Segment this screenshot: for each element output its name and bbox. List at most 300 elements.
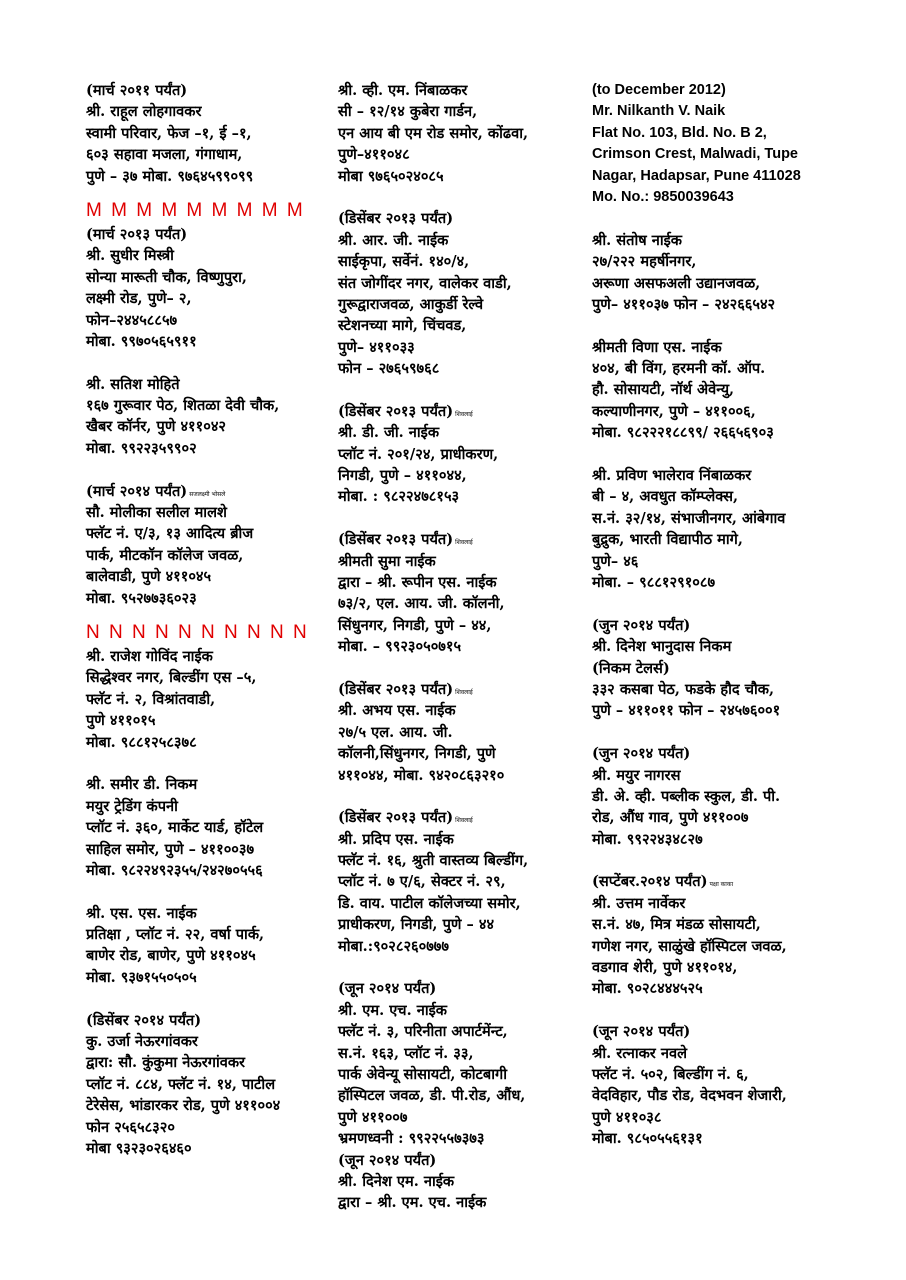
address-entry: [338, 401, 578, 508]
entry-line-text: ४११०४४, मोबा. ९४२०८६३२१०: [338, 766, 505, 784]
entry-line-text: श्री. राजेश गोविंद नाईक: [86, 647, 213, 665]
entry-first-line: [338, 679, 578, 700]
entry-line-text: ४०४, बी विंग, हरमनी कॉ. ऑप.: [592, 360, 766, 378]
entry-line-text: पुणे – ३७ मोबा. ९७६४५९९०९९: [86, 167, 254, 185]
address-entry: [338, 529, 578, 657]
entry-line-text: मोबा. ९५२७७३६०२३: [86, 589, 197, 607]
entry-first-line: [338, 401, 578, 422]
entry-line: [592, 422, 832, 443]
entry-line-text: श्री. प्रविण भालेराव निंबाळकर: [592, 467, 752, 485]
entry-line: [592, 893, 832, 914]
entry-line: [338, 101, 578, 122]
entry-line: [338, 1085, 578, 1106]
handwritten-note: सजलक्ष्मी भोसले: [189, 490, 226, 498]
entry-line-text: फ्लॅट नं. ५०२, बिल्डींग नं. ६,: [592, 1065, 749, 1083]
column-3: [592, 80, 832, 1150]
entry-line: [592, 358, 832, 379]
entry-line-text: अरूणा असफअली उद्यानजवळ,: [592, 274, 761, 292]
entry-line: [592, 1085, 832, 1106]
entry-line: [592, 273, 832, 294]
entry-first-line: [86, 481, 326, 502]
entry-line: [86, 1074, 326, 1095]
entry-line: [592, 957, 832, 978]
entry-line-text: श्री. समीर डी. निकम: [86, 776, 198, 794]
entry-line-text: मोबा ९३२३०२६४६०: [86, 1139, 192, 1157]
entry-line: [86, 945, 326, 966]
entry-line-text: २७/५ एल. आय. जी.: [338, 723, 453, 741]
entry-line: [592, 551, 832, 572]
entry-line-text: श्री. सतिश मोहिते: [86, 375, 180, 393]
entry-line-text: १६७ गुरूवार पेठ, शितळा देवी चौक,: [86, 397, 280, 415]
entry-line-text: प्लॉट नं. ७ ए/६, सेक्टर नं. २९,: [338, 873, 506, 891]
entry-line-text: ६०३ सहावा मजला, गंगाधाम,: [86, 146, 243, 164]
entry-line: [86, 1117, 326, 1138]
entry-first-line: [86, 774, 326, 795]
entry-line: [592, 679, 832, 700]
block-spacer: [86, 881, 326, 902]
address-entry: [338, 978, 578, 1213]
entry-line: [86, 545, 326, 566]
entry-line-text: बुद्रुक, भारती विद्यापीठ मागे,: [592, 531, 743, 549]
entry-line-text: मोबा. ९९२२४३४८२७: [592, 830, 703, 848]
entry-line: [592, 1043, 832, 1064]
block-spacer: [592, 722, 832, 743]
address-entry: [338, 679, 578, 786]
entry-line: [592, 978, 832, 999]
entry-line-text: फ्लॅट नं. ए/३, १३ आदित्य ब्रीज: [86, 525, 254, 543]
entry-first-line: [592, 80, 832, 101]
entry-line: [86, 267, 326, 288]
block-spacer: [592, 208, 832, 229]
entry-first-line: [86, 1010, 326, 1031]
entry-line-text: Flat No. 103, Bld. No. B 2,: [592, 124, 767, 141]
entry-line-text: मोबा. ९८५०५५६१३१: [592, 1130, 703, 1148]
entry-line-text: रोड, औंध गाव, पुणे ४११००७: [592, 809, 749, 827]
entry-line-text: श्री. सुधीर मिस्त्री: [86, 247, 174, 265]
entry-line: [592, 187, 832, 208]
entry-line: [338, 593, 578, 614]
address-entry: [86, 481, 326, 609]
entry-line-text: श्रीमती सुमा नाईक: [338, 552, 436, 570]
address-entry: [592, 230, 832, 316]
entry-line: [338, 465, 578, 486]
entry-line-text: (जुन २०१४ पर्यंत): [592, 616, 691, 634]
entry-line: [592, 700, 832, 721]
entry-line-text: गणेश नगर, साळुंखे हॉस्पिटल जवळ,: [592, 937, 787, 955]
entry-line-text: प्राधीकरण, निगडी, पुणे – ४४: [338, 916, 495, 934]
address-entry: [592, 871, 832, 999]
entry-line-text: स.नं. ४७, मित्र मंडळ सोसायटी,: [592, 916, 761, 934]
entry-line-text: मोबा.:९०२८२६०७७७: [338, 937, 449, 955]
block-spacer: [86, 609, 326, 620]
address-entry: [338, 208, 578, 379]
entry-line: [86, 689, 326, 710]
block-spacer: [338, 508, 578, 529]
block-spacer: [338, 187, 578, 208]
entry-line: [86, 166, 326, 187]
entry-line: [338, 893, 578, 914]
entry-line-text: श्री. प्रदिप एस. नाईक: [338, 830, 454, 848]
entry-line-text: फोन – २७६५९७६८: [338, 360, 440, 378]
entry-line-text: (डिसेंबर २०१३ पर्यंत): [338, 402, 454, 420]
entry-line: [338, 123, 578, 144]
entry-line: [86, 416, 326, 437]
entry-line-text: पार्क, मीटकॉन कॉलेज जवळ,: [86, 546, 244, 564]
address-entry: [86, 80, 326, 187]
entry-first-line: [86, 903, 326, 924]
entry-line-text: एन आय बी एम रोड समोर, कोंढवा,: [338, 124, 529, 142]
entry-line: [338, 914, 578, 935]
entry-line-text: मोबा. : ९८२२४७८१५३: [338, 488, 460, 506]
entry-first-line: [86, 374, 326, 395]
entry-line-text: सोन्या मारूती चौक, विष्णुपुरा,: [86, 268, 247, 286]
entry-line: [338, 358, 578, 379]
entry-line: [592, 529, 832, 550]
entry-line: [86, 288, 326, 309]
block-spacer: [338, 658, 578, 679]
entry-line: [86, 860, 326, 881]
entry-line-text: टेरेसेस, भांडारकर रोड, पुणे ४११००४: [86, 1097, 281, 1115]
entry-line-text: हौ. सोसायटी, नॉर्थ अेवेन्यु,: [592, 381, 735, 399]
entry-line-text: श्री. दिनेश भानुदास निकम: [592, 638, 732, 656]
entry-line: [86, 1031, 326, 1052]
section-letter-heading: N N N N N N N N N N: [86, 621, 309, 643]
entry-line: [86, 245, 326, 266]
entry-line: [86, 817, 326, 838]
entry-line: [592, 101, 832, 122]
block-spacer: [86, 187, 326, 198]
block-spacer: [592, 444, 832, 465]
address-entry: [86, 903, 326, 989]
entry-line-text: श्री. व्ही. एम. निंबाळकर: [338, 82, 468, 99]
entry-line: [338, 422, 578, 443]
entry-line-text: (मार्च २०१४ पर्यंत): [86, 482, 188, 500]
entry-line-text: (डिसेंबर २०१३ पर्यंत): [338, 809, 454, 827]
entry-line: [86, 123, 326, 144]
entry-line-text: श्री. मयुर नागरस: [592, 766, 681, 784]
entry-line-text: श्री. दिनेश एम. नाईक: [338, 1172, 455, 1190]
entry-line-text: वेदविहार, पौड रोड, वेदभवन शेजारी,: [592, 1087, 787, 1105]
entry-line-text: द्वारा – श्री. रूपीन एस. नाईक: [338, 573, 497, 591]
entry-first-line: [86, 224, 326, 245]
block-spacer: [592, 315, 832, 336]
entry-line-text: मोबा. – ९८८१२९१०८७: [592, 573, 716, 591]
entry-line: [592, 658, 832, 679]
entry-line-text: (जून २०१४ पर्यंत): [592, 1023, 691, 1041]
entry-line: [592, 786, 832, 807]
entry-line-text: फोन २५६५८३२०: [86, 1118, 175, 1136]
handwritten-note: शिवलाई: [455, 688, 473, 696]
entry-line-text: (मार्च २०११ पर्यंत): [86, 82, 188, 99]
entry-line: [592, 765, 832, 786]
entry-line: [338, 850, 578, 871]
entry-line: [86, 1052, 326, 1073]
entry-line-text: हॉस्पिटल जवळ, डी. पी.रोड, औंध,: [338, 1087, 526, 1105]
column-2: [338, 80, 578, 1214]
entry-line-text: बाणेर रोड, बाणेर, पुणे ४११०४५: [86, 947, 256, 965]
entry-line: [86, 667, 326, 688]
entry-line-text: श्री. संतोष नाईक: [592, 231, 683, 249]
entry-line-text: (मार्च २०१३ पर्यंत): [86, 225, 188, 243]
entry-line-text: श्री. राहूल लोहगावकर: [86, 103, 202, 121]
entry-line: [338, 871, 578, 892]
entry-first-line: [592, 465, 832, 486]
address-entry: [338, 807, 578, 957]
entry-line: [592, 166, 832, 187]
entry-line: [86, 796, 326, 817]
column-1: [86, 80, 326, 1159]
entry-line: [592, 508, 832, 529]
entry-line: [86, 710, 326, 731]
entry-line-text: फ्लॅट नं. १६, श्रुती वास्तव्य बिल्डींग,: [338, 852, 529, 870]
entry-line-text: मोबा. ९८८१२५८३७८: [86, 733, 197, 751]
entry-line: [86, 924, 326, 945]
entry-line-text: मोबा. ९०२८४४४५२५: [592, 980, 703, 998]
entry-line-text: डी. अे. व्ही. पब्लीक स्कुल, डी. पी.: [592, 787, 781, 805]
entry-line: [86, 438, 326, 459]
entry-line-text: फ्लॅट नं. २, विश्रांतवाडी,: [86, 690, 216, 708]
block-spacer: [338, 379, 578, 400]
entry-line-text: (जून २०१४ पर्यंत): [338, 980, 437, 998]
entry-line: [338, 572, 578, 593]
entry-line-text: श्री. रत्नाकर नवले: [592, 1044, 687, 1062]
entry-line-text: पुणे ४११००७: [338, 1108, 408, 1126]
address-entry: [592, 465, 832, 593]
entry-line: [86, 967, 326, 988]
entry-line: [338, 1064, 578, 1085]
handwritten-note: पक्षा काका: [709, 881, 733, 889]
entry-line: [592, 572, 832, 593]
entry-line-text: मोबा ९७६५०२४०८५: [338, 167, 444, 185]
entry-line-text: कु. उर्जा नेऊरगांवकर: [86, 1033, 198, 1051]
entry-line: [338, 315, 578, 336]
entry-first-line: [86, 646, 326, 667]
entry-first-line: [338, 208, 578, 229]
block-spacer: [86, 988, 326, 1009]
entry-line-text: द्वारा: सौ. कुंकुमा नेऊरगांवकर: [86, 1054, 246, 1072]
entry-line-text: संत जोगींदर नगर, वालेकर वाडी,: [338, 274, 512, 292]
entry-line: [592, 1107, 832, 1128]
entry-line-text: फ्लॅट नं. ३, परिनीता अपार्टमेंन्ट,: [338, 1023, 508, 1041]
entry-line-text: (जून २०१४ पर्यंत): [338, 1151, 437, 1169]
address-entry: [86, 620, 326, 753]
entry-line: [86, 502, 326, 523]
entry-line-text: पुणे ४११०१५: [86, 712, 156, 730]
entry-line: [338, 1171, 578, 1192]
entry-line-text: मोबा. ९८२२४९२३५५/२४२७०५५६: [86, 861, 263, 879]
address-entry: [86, 774, 326, 881]
entry-line-text: (निकम टेलर्स): [592, 659, 670, 677]
handwritten-note: शिवलाई: [455, 539, 473, 547]
entry-line-text: पुणे ४११०३८: [592, 1108, 662, 1126]
entry-line-text: श्रीमती विणा एस. नाईक: [592, 338, 722, 356]
block-spacer: [86, 352, 326, 373]
entry-line-text: साईकृपा, सर्वेनं. १४०/४,: [338, 253, 470, 271]
address-entry: [338, 80, 578, 187]
entry-line: [592, 144, 832, 165]
entry-line-text: लक्ष्मी रोड, पुणे– २,: [86, 290, 192, 308]
entry-line: [338, 1192, 578, 1213]
block-spacer: [592, 1000, 832, 1021]
entry-line-text: Mr. Nilkanth V. Naik: [592, 103, 726, 120]
block-spacer: [338, 786, 578, 807]
address-entry: [592, 337, 832, 444]
address-entry: [592, 1021, 832, 1149]
entry-line-text: स.नं. १६३, प्लॉट नं. ३३,: [338, 1044, 474, 1062]
entry-line: [338, 615, 578, 636]
entry-line-text: पुणे – ४११०११ फोन – २४५७६००१: [592, 702, 781, 720]
block-spacer: [592, 593, 832, 614]
entry-line: [86, 1095, 326, 1116]
entry-line: [338, 551, 578, 572]
entry-line: [592, 486, 832, 507]
entry-line: [592, 401, 832, 422]
entry-first-line: [338, 529, 578, 550]
entry-line-text: पुणे–४११०४८: [338, 146, 410, 164]
entry-line-text: प्लॉट नं. ८८४, फ्लॅट नं. १४, पाटील: [86, 1075, 276, 1093]
entry-line: [592, 807, 832, 828]
entry-line-text: Crimson Crest, Malwadi, Tupe: [592, 146, 798, 163]
entry-line: [338, 144, 578, 165]
entry-line-text: मोबा. – ९९२३०५०७१५: [338, 638, 462, 656]
entry-line: [86, 395, 326, 416]
entry-line-text: बालेवाडी, पुणे ४११०४५: [86, 568, 212, 586]
entry-line: [592, 379, 832, 400]
entry-line: [338, 444, 578, 465]
entry-line: [338, 1043, 578, 1064]
entry-line-text: Nagar, Hadapsar, Pune 411028: [592, 167, 801, 184]
entry-line-text: पुणे– ४११०३३: [338, 338, 415, 356]
entry-line-text: २७/२२२ महर्षीनगर,: [592, 253, 697, 271]
entry-line-text: श्री. उत्तम नार्वेकर: [592, 894, 686, 912]
entry-first-line: [592, 1021, 832, 1042]
entry-line: [338, 1107, 578, 1128]
entry-first-line: [592, 743, 832, 764]
entry-line: [86, 101, 326, 122]
entry-line-text: Mo. No.: 9850039643: [592, 188, 734, 205]
entry-line-text: गुरूद्वाराजवळ, आकुर्डी रेल्वे: [338, 295, 484, 313]
address-entry: [592, 743, 832, 850]
entry-line: [86, 588, 326, 609]
entry-line: [86, 144, 326, 165]
entry-line-text: निगडी, पुणे – ४११०४४,: [338, 467, 467, 485]
address-entry: [86, 1010, 326, 1160]
entry-line: [338, 486, 578, 507]
entry-line: [592, 1128, 832, 1149]
entry-line-text: मोबा. ९३७१५५०५०५: [86, 968, 197, 986]
entry-line: [338, 722, 578, 743]
entry-line: [338, 251, 578, 272]
entry-line: [338, 166, 578, 187]
entry-line: [338, 829, 578, 850]
entry-first-line: [592, 615, 832, 636]
entry-line-text: मोबा. ९९७०५६५९११: [86, 332, 197, 350]
entry-line-text: श्री. डी. जी. नाईक: [338, 424, 440, 442]
section-letter-heading: M M M M M M M M M: [86, 199, 305, 221]
entry-line: [86, 310, 326, 331]
entry-line: [338, 230, 578, 251]
entry-first-line: [338, 978, 578, 999]
entry-line-text: वडगाव शेरी, पुणे ४११०१४,: [592, 959, 738, 977]
entry-line-text: श्री. एम. एच. नाईक: [338, 1001, 447, 1019]
entry-line-text: सी – १२/१४ कुबेरा गार्डन,: [338, 103, 478, 121]
entry-line: [338, 273, 578, 294]
entry-line-text: स्टेशनच्या मागे, चिंचवड,: [338, 317, 467, 335]
entry-first-line: [86, 80, 326, 101]
entry-line-text: कल्याणीनगर, पुणे – ४११००६,: [592, 402, 756, 420]
entry-line-text: सिंधुनगर, निगडी, पुणे – ४४,: [338, 616, 492, 634]
address-entry: [86, 198, 326, 352]
entry-line-text: श्री. एस. एस. नाईक: [86, 904, 197, 922]
entry-line: [338, 765, 578, 786]
entry-line: [338, 1128, 578, 1149]
entry-line-text: प्लॉट नं. २०१/२४, प्राधीकरण,: [338, 445, 499, 463]
entry-line-text: सौ. मोलीका सलील मालशे: [86, 504, 227, 522]
entry-first-line: [338, 807, 578, 828]
entry-line-text: (डिसेंबर २०१३ पर्यंत): [338, 680, 454, 698]
entry-line: [86, 566, 326, 587]
entry-line-text: प्रतिक्षा , प्लॉट नं. २२, वर्षा पार्क,: [86, 926, 265, 944]
entry-first-line: [592, 337, 832, 358]
entry-line: [86, 732, 326, 753]
entry-line-text: (जुन २०१४ पर्यंत): [592, 745, 691, 763]
entry-line: [86, 523, 326, 544]
address-entry: [592, 615, 832, 722]
entry-line-text: (डिसेंबर २०१४ पर्यंत): [86, 1011, 202, 1029]
entry-line-text: सिद्धेश्वर नगर, बिल्डींग एस –५,: [86, 669, 257, 687]
entry-line-text: ७३/२, एल. आय. जी. कॉलनी,: [338, 595, 505, 613]
entry-line-text: डि. वाय. पाटील कॉलेजच्या समोर,: [338, 894, 521, 912]
entry-line: [338, 1021, 578, 1042]
entry-line: [86, 331, 326, 352]
entry-line: [592, 936, 832, 957]
entry-line: [592, 294, 832, 315]
entry-line: [592, 1064, 832, 1085]
entry-line: [338, 294, 578, 315]
entry-line: [592, 636, 832, 657]
entry-first-line: [592, 230, 832, 251]
entry-line: [338, 337, 578, 358]
block-spacer: [338, 957, 578, 978]
block-spacer: [86, 753, 326, 774]
entry-line: [338, 1000, 578, 1021]
entry-line-text: फोन–२४४५८८५७: [86, 311, 178, 329]
entry-line-text: पुणे– ४६: [592, 552, 639, 570]
entry-line: [86, 1138, 326, 1159]
entry-line: [338, 700, 578, 721]
entry-line-text: पुणे– ४११०३७ फोन – २४२६६५४२: [592, 295, 776, 313]
address-entry: [86, 374, 326, 460]
entry-line-text: खैबर कॉर्नर, पुणे ४११०४२: [86, 418, 226, 436]
entry-line-text: मयुर ट्रेडिंग कंपनी: [86, 797, 178, 815]
entry-line-text: प्लॉट नं. ३६०, मार्केट यार्ड, हॉटेल: [86, 819, 264, 837]
entry-line: [86, 839, 326, 860]
entry-line-text: मोबा. ९९२२३५९९०२: [86, 439, 197, 457]
entry-line: [338, 936, 578, 957]
entry-line-text: द्वारा – श्री. एम. एच. नाईक: [338, 1194, 487, 1212]
entry-line-text: ३३२ कसबा पेठ, फडके हौद चौक,: [592, 680, 775, 698]
entry-line-text: श्री. आर. जी. नाईक: [338, 231, 449, 249]
entry-line-text: (डिसेंबर २०१३ पर्यंत): [338, 531, 454, 549]
entry-first-line: [338, 80, 578, 101]
entry-line-text: श्री. अभय एस. नाईक: [338, 702, 456, 720]
entry-line: [592, 829, 832, 850]
entry-line-text: (डिसेंबर २०१३ पर्यंत): [338, 210, 454, 228]
entry-line-text: भ्रमणध्वनी : ९९२२५५७३७३: [338, 1130, 485, 1148]
entry-line-text: पार्क अेवेन्यू सोसायटी, कोटबागी: [338, 1065, 507, 1083]
entry-line-text: साहिल समोर, पुणे – ४११००३७: [86, 840, 255, 858]
entry-line: [338, 743, 578, 764]
